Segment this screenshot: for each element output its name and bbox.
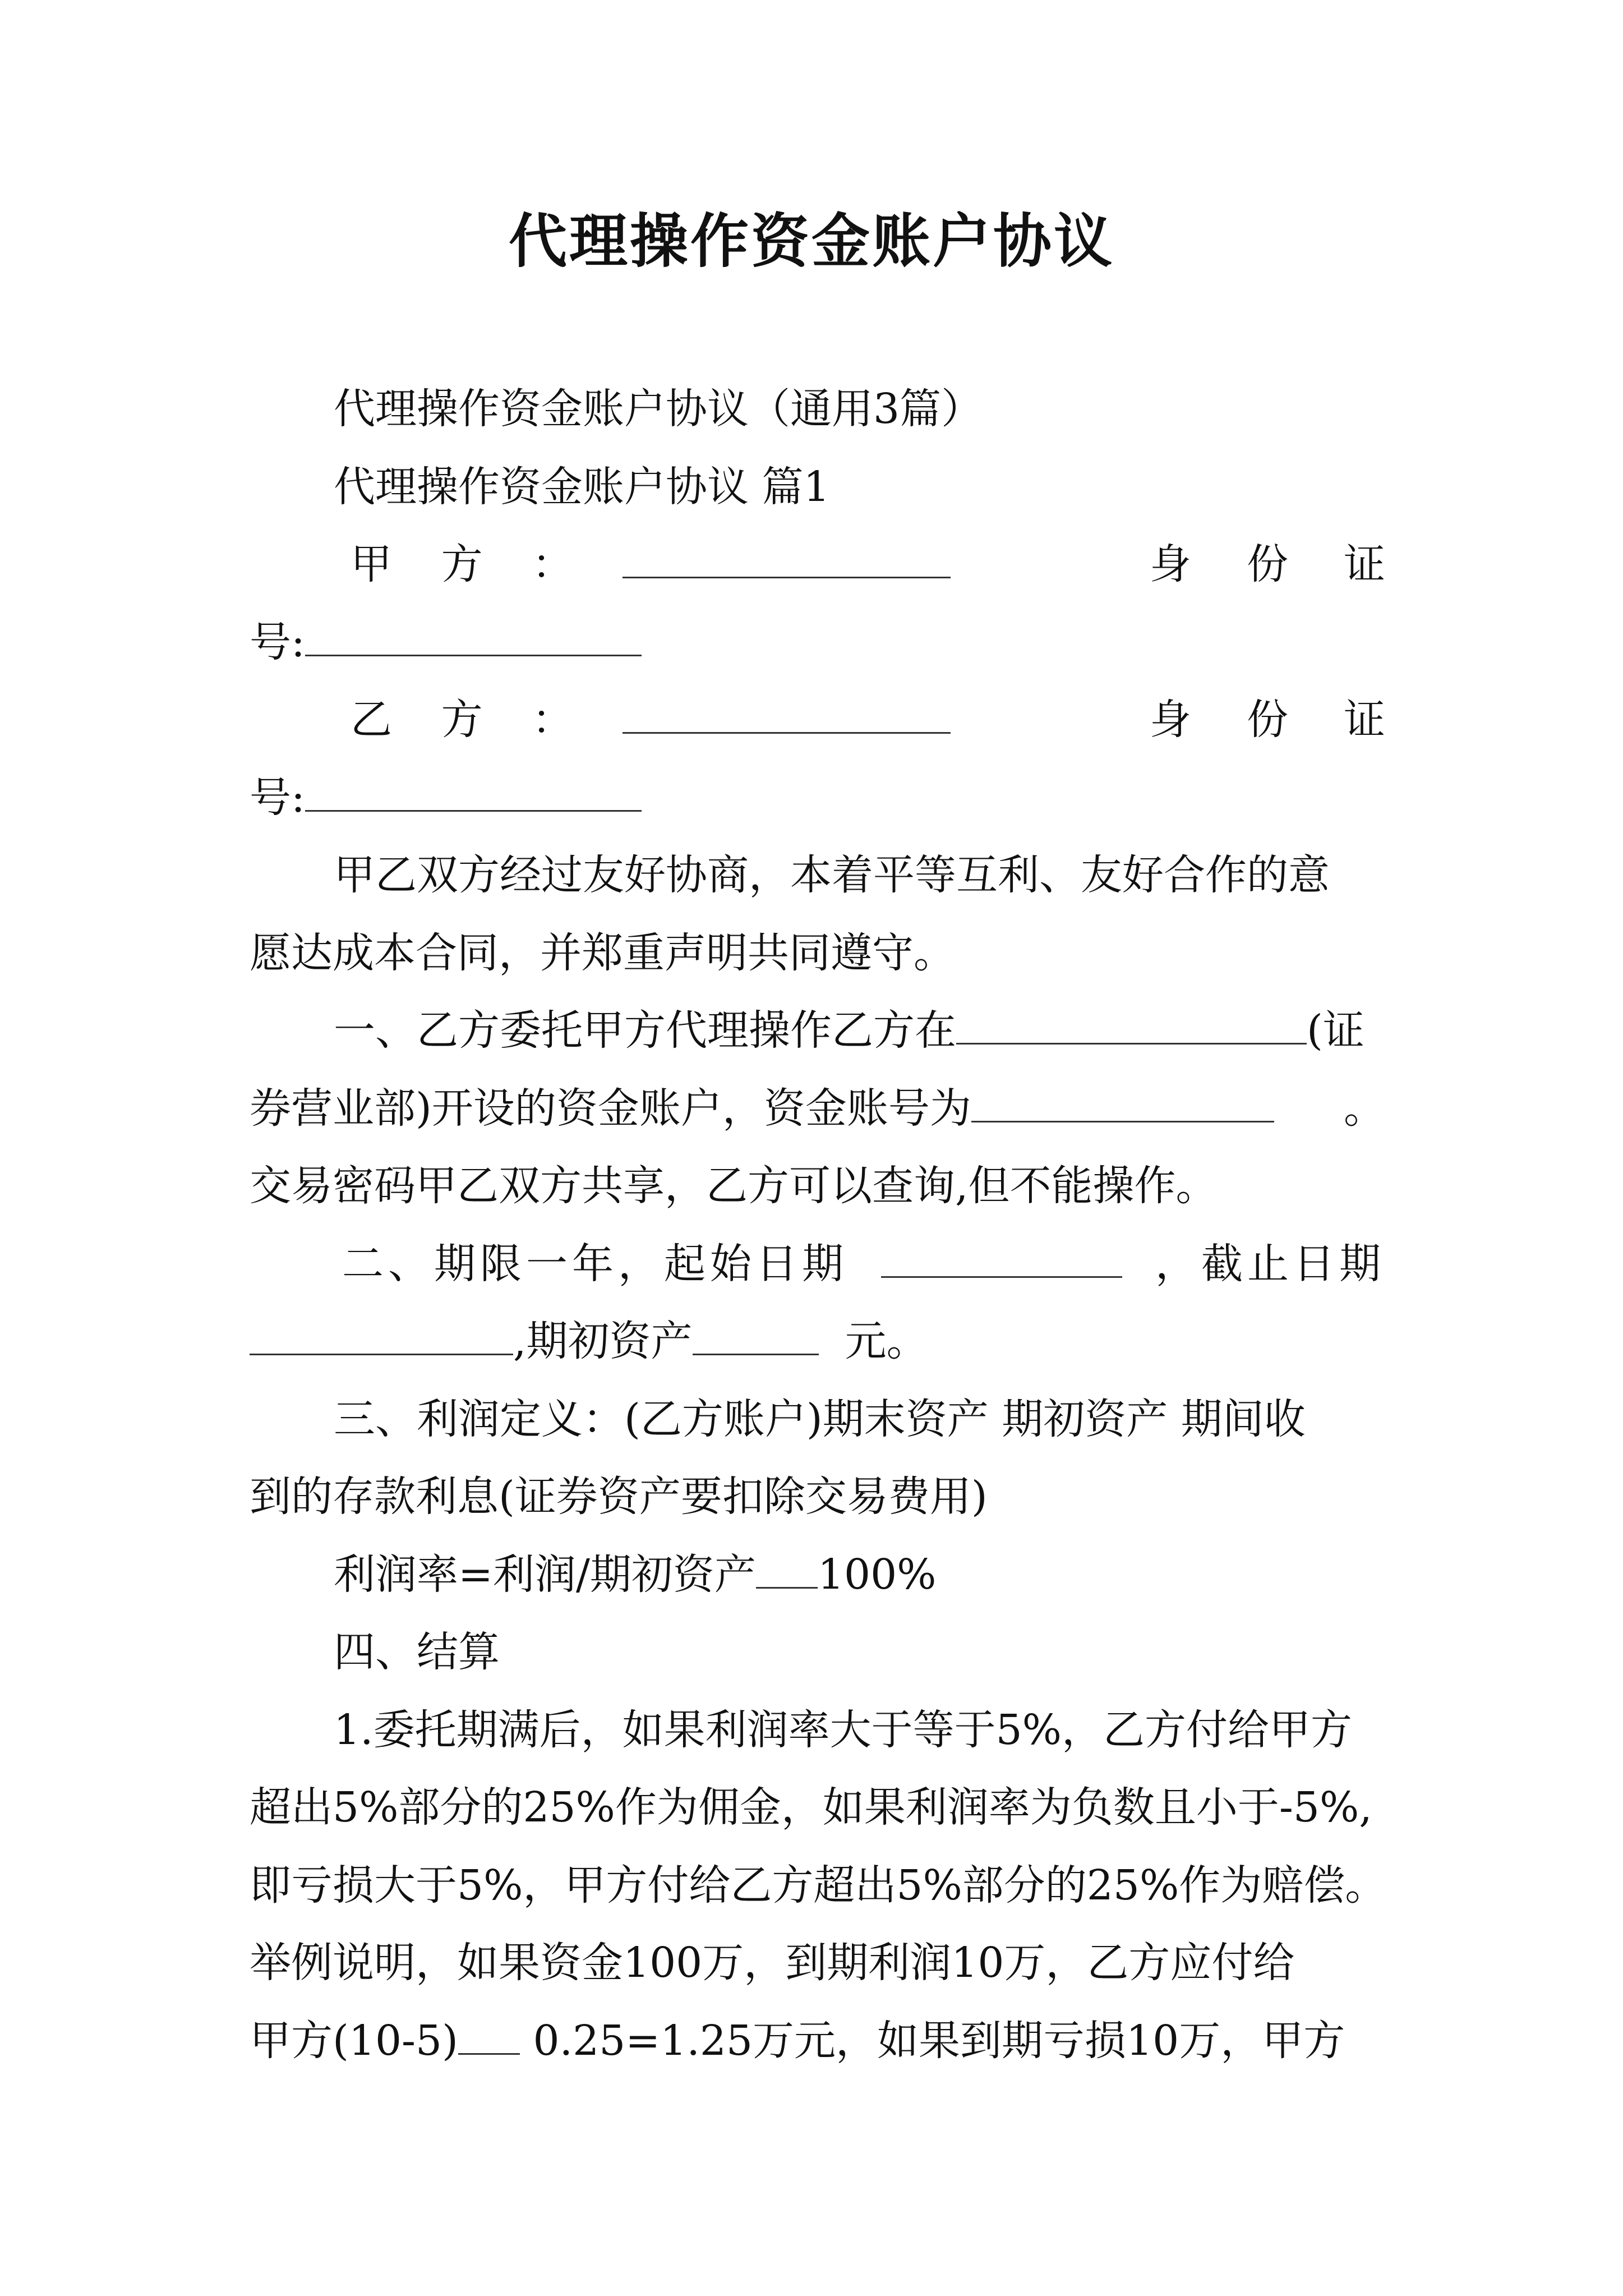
- clause4-line-1: 1.委托期满后，如果利润率大于等于5%，乙方付给甲方: [334, 1705, 1352, 1754]
- party-b-id-blank: [305, 773, 642, 812]
- clause2-text: 元。: [845, 1317, 928, 1365]
- clause3-line-1: 三、利润定义：(乙方账户)期末资产 期初资产 期间收: [334, 1395, 1306, 1443]
- clause1-text: 券营业部)开设的资金账户，资金账号为: [250, 1084, 971, 1133]
- start-date-blank: [881, 1239, 1122, 1278]
- party-b-name-blank: [623, 695, 951, 734]
- id-suffix: 号:: [250, 618, 305, 666]
- clause4-line-5: [250, 2002, 1385, 2080]
- clause1-text: 一、乙方委托甲方代理操作乙方在: [334, 1006, 956, 1055]
- document-title: 代理操作资金账户协议: [508, 207, 1114, 275]
- clause4-line-4: 举例说明，如果资金100万，到期利润10万，乙方应付给: [250, 1939, 1295, 1987]
- party-b-id-label: [1150, 681, 1385, 759]
- clause4-line-2: 超出5%部分的25%作为佣金，如果利润率为负数且小于-5%,: [250, 1783, 1372, 1832]
- party-b-label: [351, 681, 951, 759]
- party-b-char: 方: [441, 696, 483, 744]
- id-char: 证: [1344, 696, 1385, 744]
- document-body: [250, 370, 1385, 2079]
- clause4-text: 甲方(10-5): [250, 2016, 458, 2065]
- clause3-line-2: 到的存款利息(证券资产要扣除交易费用): [250, 1473, 988, 1521]
- party-a-name-blank: [623, 540, 951, 578]
- party-b-id-line: [250, 759, 1385, 837]
- clause1-line-2: [250, 1070, 1385, 1148]
- brokerage-blank: [956, 1006, 1307, 1045]
- id-char: 份: [1247, 696, 1288, 744]
- party-a-char: 方: [441, 540, 483, 588]
- formula-text: 利润率=利润/期初资产: [334, 1550, 756, 1599]
- party-a-id-line: [250, 604, 1385, 682]
- id-char: 身: [1150, 696, 1191, 744]
- intro-line-2: 愿达成本合同，并郑重声明共同遵守。: [250, 928, 955, 977]
- party-a-id-label: [1150, 526, 1385, 604]
- clause2-text: ,期初资产: [513, 1317, 693, 1365]
- party-a-label: [351, 526, 951, 604]
- document-subtitle: 代理操作资金账户协议（通用3篇）: [334, 385, 983, 433]
- clause4-heading: 四、结算: [334, 1628, 500, 1676]
- formula-text: 100%: [817, 1550, 937, 1599]
- profit-rate-formula: [250, 1536, 1385, 1614]
- clause2-text: ，截止日期: [1155, 1239, 1385, 1288]
- id-char: 份: [1247, 540, 1288, 588]
- party-a-char: 甲: [351, 540, 392, 588]
- clause4-line-3: 即亏损大于5%，甲方付给乙方超出5%部分的25%作为赔偿。: [250, 1861, 1387, 1910]
- clause1-line-3: 交易密码甲乙双方共享，乙方可以查询,但不能操作。: [250, 1162, 1218, 1210]
- party-b-line: [250, 681, 1385, 759]
- clause4-text: 0.25=1.25万元，如果到期亏损10万，甲方: [520, 2016, 1345, 2065]
- intro-line-1: 甲乙双方经过友好协商，本着平等互利、友好合作的意: [334, 851, 1330, 899]
- multiply-blank: [756, 1550, 818, 1589]
- clause1-line-1: [250, 992, 1385, 1070]
- multiply-blank: [458, 2016, 520, 2055]
- id-char: 身: [1150, 540, 1191, 588]
- account-number-blank: [971, 1084, 1274, 1122]
- clause1-period: 。: [1344, 1084, 1385, 1133]
- clause2-line-2: [250, 1303, 1385, 1381]
- clause2-line-1: [250, 1225, 1385, 1303]
- party-a-line: [250, 526, 1385, 604]
- party-b-char: 乙: [351, 696, 392, 744]
- id-char: 证: [1344, 540, 1385, 588]
- section-heading: 代理操作资金账户协议 篇1: [334, 462, 830, 511]
- clause1-text: (证: [1307, 1006, 1364, 1055]
- party-b-char: ：: [532, 696, 574, 744]
- clause2-text: 二、期限一年，起始日期: [342, 1239, 848, 1288]
- end-date-blank: [250, 1317, 513, 1355]
- clause1-line-2-left: [250, 1070, 1274, 1148]
- initial-assets-blank: [693, 1317, 819, 1355]
- id-suffix: 号:: [250, 773, 305, 822]
- party-a-id-blank: [305, 618, 642, 656]
- party-a-char: ：: [532, 540, 574, 588]
